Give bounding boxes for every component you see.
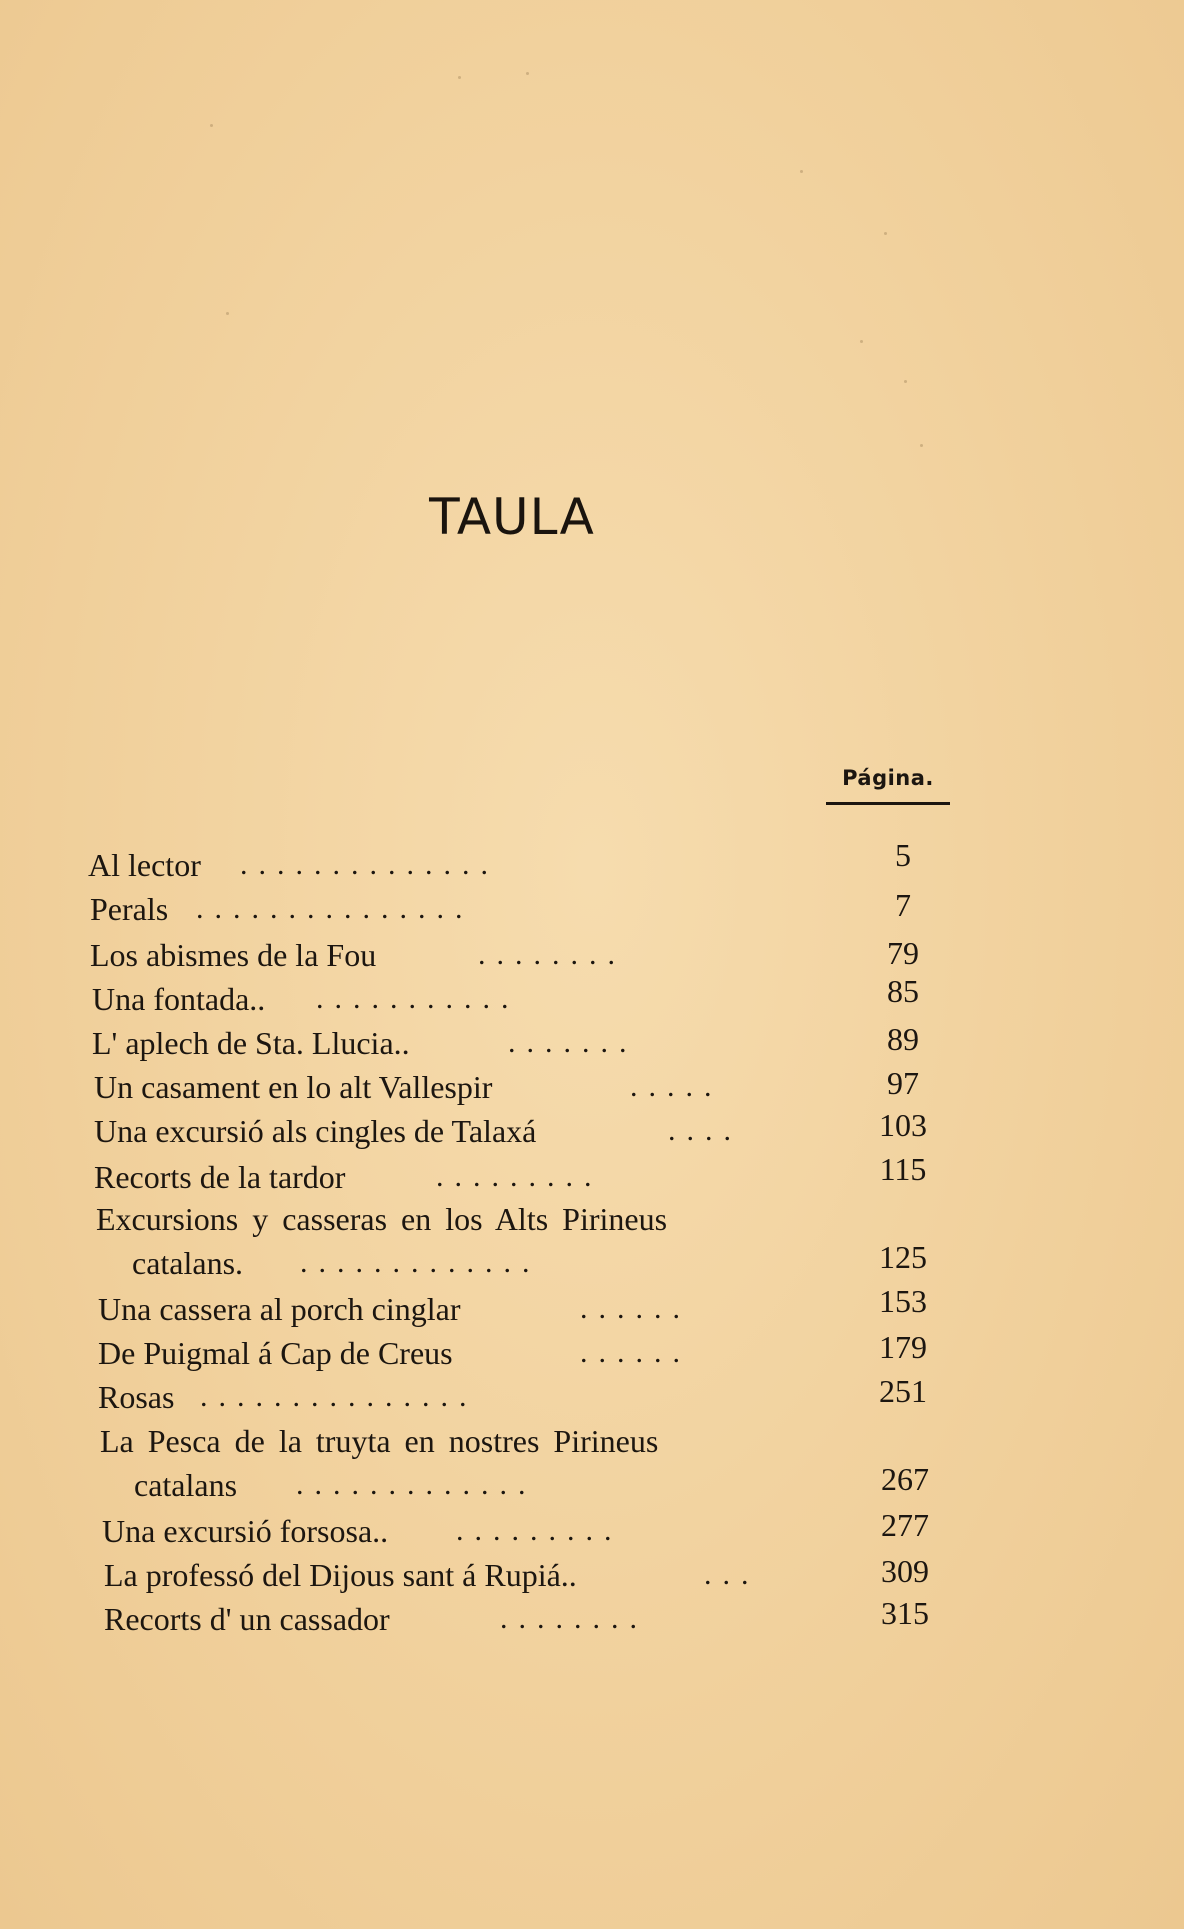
toc-entry-page: 277 [881,1507,929,1543]
toc-entry-page: 103 [879,1107,927,1143]
toc-entry-page: 125 [879,1239,927,1275]
toc-entry-leader: .... [668,1114,742,1147]
toc-entry-title: Perals [90,891,169,927]
toc-entry-leader: ........ [500,1602,648,1635]
toc-entry-title: Una excursió forsosa.. [102,1513,389,1549]
toc-entry-page: 315 [881,1595,929,1631]
toc-entry-leader: ....... [508,1026,638,1059]
toc-entry-leader: ..... [630,1070,723,1103]
toc-entry-page: 153 [879,1283,927,1319]
toc-entry-title: Una fontada.. [92,981,266,1017]
toc-entry-page: 79 [887,935,919,971]
toc-entry-leader: ...... [580,1292,691,1325]
toc-entry-page: 85 [887,973,919,1009]
toc-entry-title: Recorts de la tardor [94,1159,346,1195]
toc-entry-page: 7 [895,887,911,923]
paper-speck [226,312,229,315]
toc-entry-leader: ............... [196,892,474,925]
toc-entry-leader: ... [704,1558,760,1591]
toc-entry-title: Excursions y casseras en los Alts Pirineus [96,1201,668,1237]
toc-entry-title: Un casament en lo alt Vallespir [94,1069,493,1105]
toc-entry-title: L' aplech de Sta. Llucia.. [92,1025,410,1061]
toc-entry-page: 89 [887,1021,919,1057]
toc-entry-leader: ............. [296,1468,537,1501]
page-column-header: Página. [842,766,934,790]
toc-entry-page: 97 [887,1065,919,1101]
toc-entry-leader: ...... [580,1336,691,1369]
toc-entry-page: 115 [879,1151,927,1187]
toc-entry-leader: ........ [478,938,626,971]
paper-speck [526,72,529,75]
paper-speck [884,232,887,235]
page-title: TAULA [429,488,595,546]
toc-entry-leader: ......... [436,1160,603,1193]
toc-entry-leader: ............. [300,1246,541,1279]
paper-speck [458,76,461,79]
toc-entry-title: Recorts d' un cassador [104,1601,390,1637]
paper-speck [904,380,907,383]
toc-entry-page: 267 [881,1461,929,1497]
toc-entry-leader: ............... [200,1380,478,1413]
toc-entry-leader: .............. [240,848,499,881]
toc-entry-title: La professó del Dijous sant á Rupiá.. [104,1557,577,1593]
toc-entry-leader: ......... [456,1514,623,1547]
toc-entry-title: Los abismes de la Fou [90,937,377,973]
paper-speck [860,340,863,343]
toc-entry-title: Una cassera al porch cinglar [98,1291,461,1327]
toc-entry-title: Al lector [88,847,201,883]
toc-entry-title: catalans [134,1467,238,1503]
toc-entry-title: Rosas [98,1379,175,1415]
toc-entry-page: 5 [895,837,911,873]
toc-entry-page: 309 [881,1553,929,1589]
toc-entry-leader: ........... [316,982,520,1015]
paper-speck [800,170,803,173]
toc-entry-page: 251 [879,1373,927,1409]
toc-entry-title: De Puigmal á Cap de Creus [98,1335,453,1371]
paper-speck [920,444,923,447]
toc-entry-title: Una excursió als cingles de Talaxá [94,1113,537,1149]
toc-entry-page: 179 [879,1329,927,1365]
paper-speck [210,124,213,127]
toc-entry-title: La Pesca de la truyta en nostres Pirineus [100,1423,659,1459]
toc-entry-title: catalans. [132,1245,244,1281]
